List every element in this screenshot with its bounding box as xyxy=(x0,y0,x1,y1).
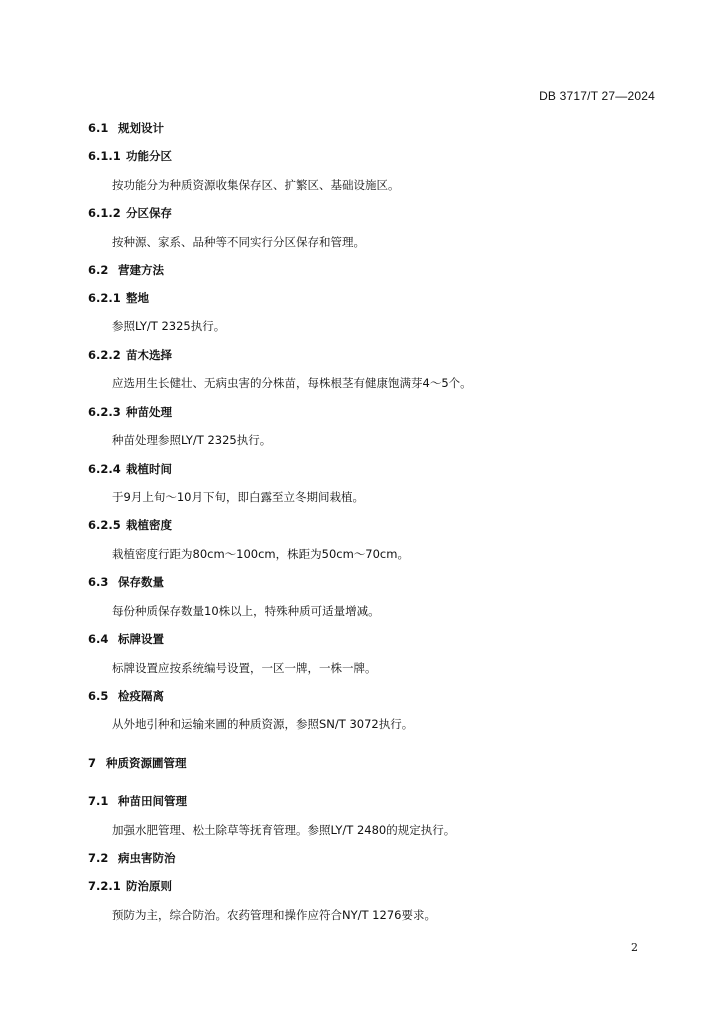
paragraph: 栽植密度行距为80cm～100cm，株距为50cm～70cm。 xyxy=(112,547,409,561)
subsection-heading xyxy=(88,205,172,221)
section-heading xyxy=(88,793,187,809)
section-title: 功能分区 xyxy=(126,149,172,163)
subsection-heading xyxy=(88,517,172,533)
paragraph: 预防为主，综合防治。农药管理和操作应符合NY/T 1276要求。 xyxy=(112,908,436,922)
paragraph: 标牌设置应按系统编号设置，一区一牌，一株一牌。 xyxy=(112,661,377,675)
section-number: 6.3 xyxy=(88,575,109,589)
chapter-title: 种质资源圃管理 xyxy=(106,756,187,770)
section-heading xyxy=(88,688,164,704)
section-number: 6.1 xyxy=(88,121,109,135)
paragraph: 从外地引种和运输来圃的种质资源，参照SN/T 3072执行。 xyxy=(112,717,414,731)
section-number: 6.2 xyxy=(88,263,109,277)
subsection-heading xyxy=(88,148,172,164)
section-title: 种苗处理 xyxy=(126,405,172,419)
paragraph: 种苗处理参照LY/T 2325执行。 xyxy=(112,433,272,447)
section-title: 分区保存 xyxy=(126,206,172,220)
section-heading xyxy=(88,262,164,278)
subsection-heading xyxy=(88,404,172,420)
section-title: 整地 xyxy=(126,291,149,305)
section-title: 营建方法 xyxy=(118,263,164,277)
subsection-heading xyxy=(88,347,172,363)
subsection-heading xyxy=(88,461,172,477)
chapter-heading xyxy=(88,755,187,771)
chapter-number: 7 xyxy=(88,756,97,770)
section-number: 7.2.1 xyxy=(88,879,121,893)
section-title: 保存数量 xyxy=(118,575,164,589)
paragraph: 按功能分为种质资源收集保存区、扩繁区、基础设施区。 xyxy=(112,178,400,192)
section-number: 6.2.3 xyxy=(88,405,121,419)
section-number: 6.2.5 xyxy=(88,518,121,532)
section-number: 7.2 xyxy=(88,851,109,865)
section-number: 6.2.4 xyxy=(88,462,121,476)
section-number: 6.2.1 xyxy=(88,291,121,305)
page-number: 2 xyxy=(631,941,638,954)
section-title: 栽植密度 xyxy=(126,518,172,532)
section-number: 6.1.2 xyxy=(88,206,121,220)
paragraph: 每份种质保存数量10株以上，特殊种质可适量增减。 xyxy=(112,604,380,618)
section-number: 6.1.1 xyxy=(88,149,121,163)
section-title: 防治原则 xyxy=(126,879,172,893)
section-number: 7.1 xyxy=(88,794,109,808)
section-heading xyxy=(88,120,164,136)
section-title: 栽植时间 xyxy=(126,462,172,476)
section-title: 病虫害防治 xyxy=(118,851,176,865)
paragraph: 应选用生长健壮、无病虫害的分株苗，每株根茎有健康饱满芽4～5个。 xyxy=(112,376,472,390)
section-title: 规划设计 xyxy=(118,121,164,135)
section-title: 种苗田间管理 xyxy=(118,794,187,808)
section-title: 检疫隔离 xyxy=(118,689,164,703)
paragraph: 加强水肥管理、松土除草等抚育管理。参照LY/T 2480的规定执行。 xyxy=(112,823,456,837)
document-number: DB 3717/T 27—2024 xyxy=(539,89,655,103)
paragraph: 于9月上旬～10月下旬，即白露至立冬期间栽植。 xyxy=(112,490,364,504)
section-heading xyxy=(88,631,164,647)
section-title: 苗木选择 xyxy=(126,348,172,362)
section-number: 6.5 xyxy=(88,689,109,703)
subsection-heading xyxy=(88,878,172,894)
section-number: 6.2.2 xyxy=(88,348,121,362)
section-heading xyxy=(88,574,164,590)
section-heading xyxy=(88,850,176,866)
section-title: 标牌设置 xyxy=(118,632,164,646)
paragraph: 按种源、家系、品种等不同实行分区保存和管理。 xyxy=(112,235,365,249)
subsection-heading xyxy=(88,290,149,306)
paragraph: 参照LY/T 2325执行。 xyxy=(112,319,226,333)
section-number: 6.4 xyxy=(88,632,109,646)
